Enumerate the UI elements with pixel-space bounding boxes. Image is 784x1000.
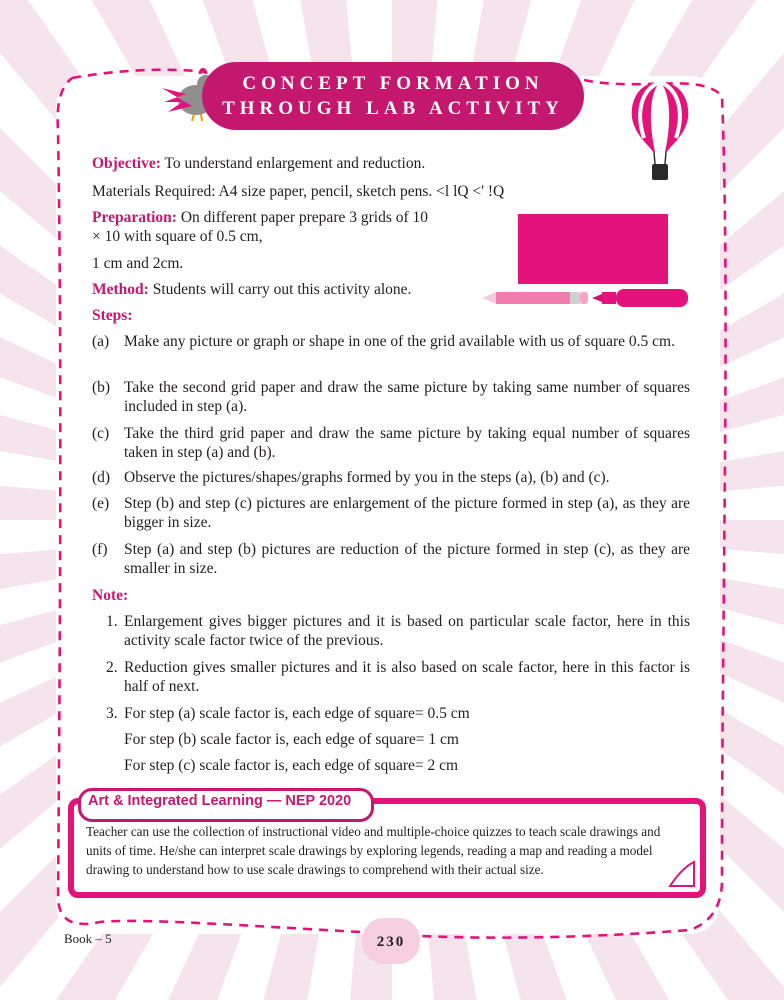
note-extra-line: For step (c) scale factor is, each edge of square= 2 cm [124, 757, 459, 774]
note-text: For step (a) scale factor is, each edge of square= 0.5 cm [124, 705, 470, 722]
note-label: 3. [106, 705, 118, 722]
step-label: (a) [92, 333, 110, 350]
page-curl-icon [664, 856, 698, 890]
hot-air-balloon-icon [628, 80, 692, 184]
preparation-line [92, 208, 428, 227]
step-text: Take the third grid paper and draw the same picture by taking equal number of squares taken in step (a) and (b). [124, 425, 690, 461]
step-text: Step (b) and step (c) pictures are enlargement of the picture formed in step (a), as they are bigger in size. [124, 495, 690, 531]
preparation-line-3: 1 cm and 2cm. [92, 255, 184, 272]
materials-line: Materials Required: A4 size paper, pencil, sketch pens. <l lQ <' !Q [92, 183, 505, 200]
section-banner [202, 62, 584, 130]
marker-icon [592, 289, 688, 307]
banner-line-1: CONCEPT FORMATION [242, 73, 544, 94]
step-label: (e) [92, 495, 110, 512]
preparation-label: Preparation: [92, 209, 177, 226]
pink-paper-sheet [518, 214, 668, 284]
method-line [92, 280, 411, 299]
step-label: (d) [92, 469, 111, 486]
note-text: Enlargement gives bigger pictures and it is based on particular scale factor, here in this activity scale factor twice of the previous. [124, 613, 690, 649]
step-label: (b) [92, 379, 111, 396]
pencil-icon [482, 292, 588, 304]
objective-text: To understand enlargement and reduction. [160, 155, 426, 172]
book-label: Book – 5 [64, 931, 112, 946]
step-label: (c) [92, 425, 110, 442]
objective-line [92, 154, 425, 173]
step-text: Step (a) and step (b) pictures are reduction of the picture formed in step (c), as they are smaller in size. [124, 541, 690, 577]
method-text: Students will carry out this activity alone. [148, 281, 412, 298]
steps-heading: Steps: [92, 307, 133, 324]
art-learning-text: Teacher can use the collection of instructional video and multiple-choice quizzes to teach scale drawings and units of time. He/she can interpret scale drawings by exploring legends, reading a map and reading a model drawing to understand how to use scale drawings to comprehend with their actual size. [86, 824, 661, 877]
pencil-and-marker-icons [482, 286, 690, 310]
step-text: Observe the pictures/shapes/graphs formed by you in the steps (a), (b) and (c). [124, 469, 610, 486]
step-label: (f) [92, 541, 108, 558]
note-text: Reduction gives smaller pictures and it is also based on scale factor, here in this factor is half of next. [124, 659, 690, 695]
page-number: 230 [376, 934, 406, 950]
note-extra-line: For step (b) scale factor is, each edge of square= 1 cm [124, 731, 459, 748]
step-text: Take the second grid paper and draw the same picture by taking same number of squares included in step (a). [124, 379, 690, 415]
objective-label: Objective: [92, 155, 161, 172]
method-label: Method: [92, 281, 149, 298]
step-text: Make any picture or graph or shape in one of the grid available with us of square 0.5 cm. [124, 333, 675, 350]
preparation-line-2: × 10 with square of 0.5 cm, [92, 228, 263, 245]
preparation-text: On different paper prepare 3 grids of 10 [176, 209, 429, 226]
note-label: 2. [106, 659, 118, 676]
note-heading: Note: [92, 587, 129, 604]
art-learning-title: Art & Integrated Learning — NEP 2020 [88, 793, 352, 809]
banner-line-2: THROUGH LAB ACTIVITY [222, 98, 564, 119]
note-label: 1. [106, 613, 118, 630]
